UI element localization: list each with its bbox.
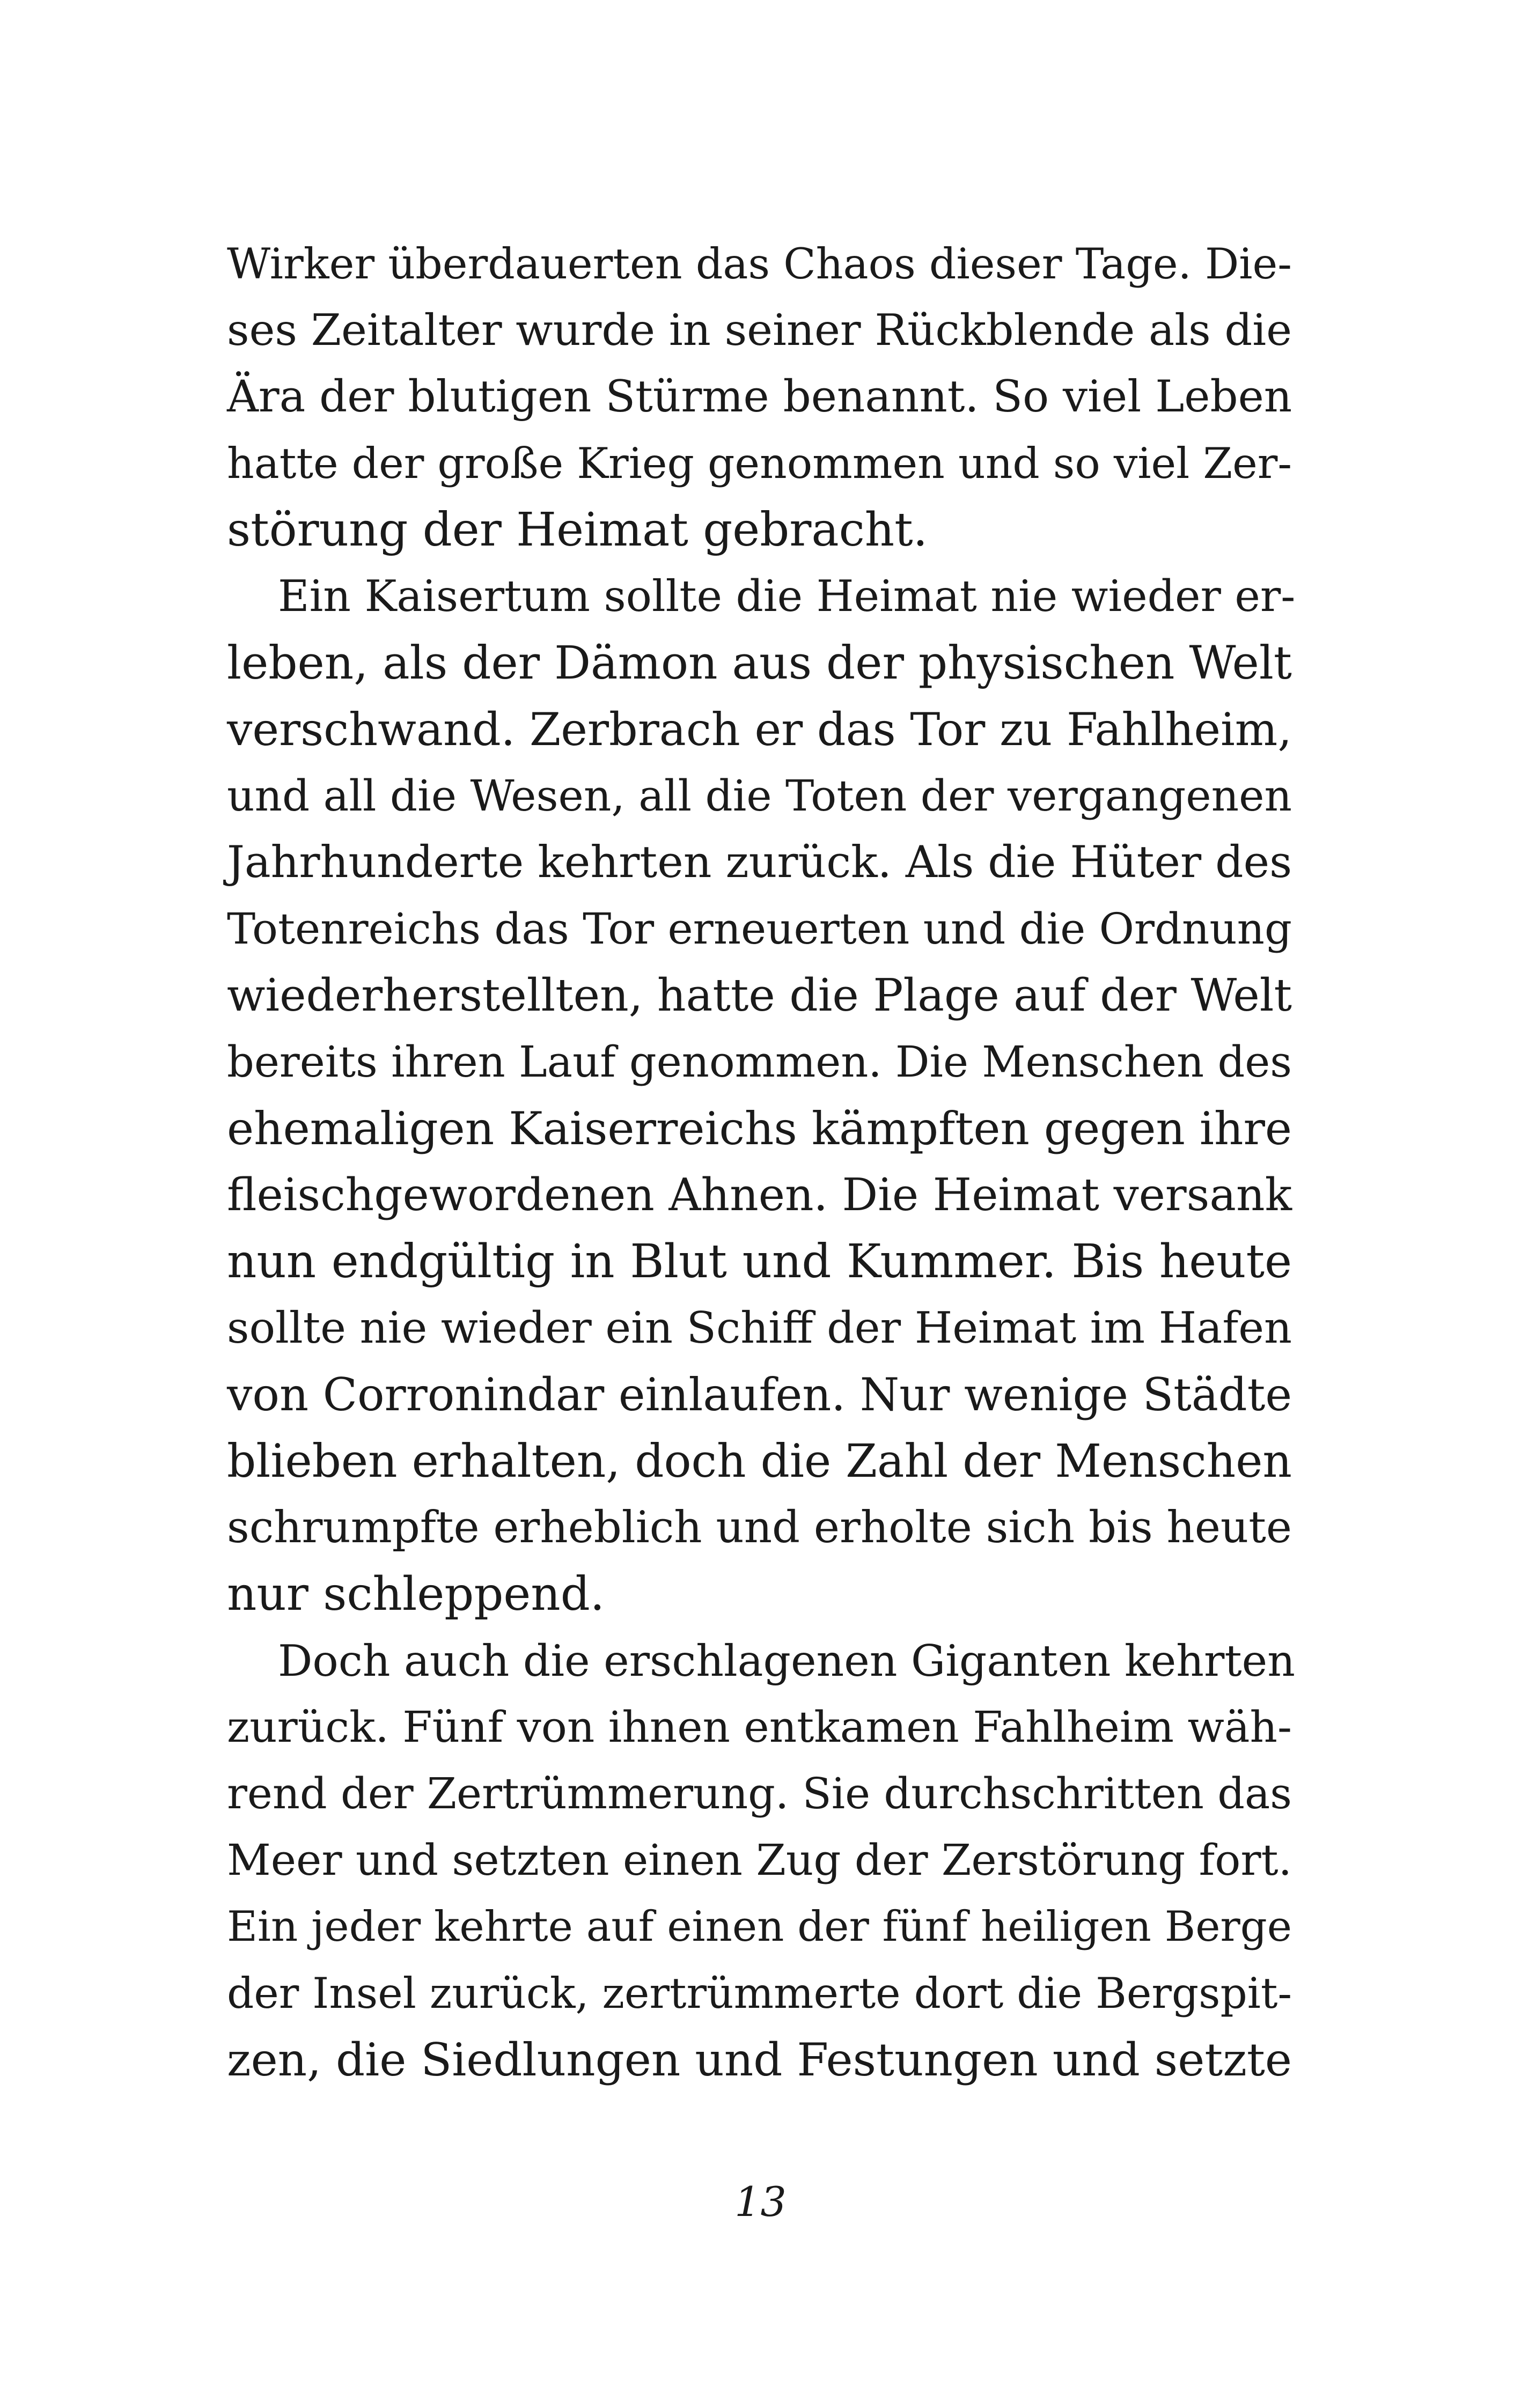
text-line: hatte der große Krieg genommen und so viel Zer- [227,439,1292,488]
text-line: Ein jeder kehrte auf einen der fünf heiligen Berge [227,1902,1292,1951]
text-line: verschwand. Zerbrach er das Tor zu Fahlheim, [227,703,1292,756]
text-line: sollte nie wieder ein Schiff der Heimat im Hafen [227,1303,1292,1353]
body-text [227,231,1296,2093]
text-line: zurück. Fünf von ihnen entkamen Fahlheim wäh- [227,1702,1292,1752]
text-line: Meer und setzten einen Zug der Zerstörung fort. [227,1835,1292,1885]
text-line: von Corronindar einlaufen. Nur wenige Städte [227,1368,1292,1421]
text-line: Totenreichs das Tor erneuerten und die Ordnung [227,904,1292,954]
text-line: Jahrhunderte kehrten zurück. Als die Hüter des [227,837,1292,888]
text-line: und all die Wesen, all die Toten der vergangenen [227,771,1292,821]
text-line: blieben erhalten, doch die Zahl der Menschen [227,1434,1292,1487]
text-line: Doch auch die erschlagenen Giganten kehrten [278,1636,1295,1686]
text-line: bereits ihren Lauf genommen. Die Menschen des [227,1037,1292,1087]
text-line: Ära der blutigen Stürme benannt. So viel Leben [227,371,1292,422]
text-line: Ein Kaisertum sollte die Heimat nie wieder er- [278,571,1296,621]
text-line: ehemaligen Kaiserreichs kämpften gegen ihre [227,1102,1292,1155]
text-line: rend der Zertrümmerung. Sie durchschritten das [227,1769,1292,1818]
text-line: fleischgewordenen Ahnen. Die Heimat versank [227,1169,1292,1221]
text-line: leben, als der Dämon aus der physischen Welt [227,636,1292,689]
text-line: der Insel zurück, zertrümmerte dort die Bergspit- [227,1969,1292,2018]
page-number: 13 [734,2178,787,2226]
text-line: nun endgültig in Blut und Kummer. Bis heute [227,1235,1292,1288]
text-line: Wirker überdauerten das Chaos dieser Tage. Die- [227,239,1292,289]
text-line: zen, die Siedlungen und Festungen und setzte [227,2033,1292,2086]
text-line: störung der Heimat gebracht. [227,503,928,557]
text-line: ses Zeitalter wurde in seiner Rückblende als die [227,305,1292,356]
text-line: schrumpfte erheblich und erholte sich bis heute [227,1503,1292,1553]
text-line: wiederherstellten, hatte die Plage auf der Welt [227,969,1292,1021]
text-line: nur schleppend. [227,1567,605,1621]
